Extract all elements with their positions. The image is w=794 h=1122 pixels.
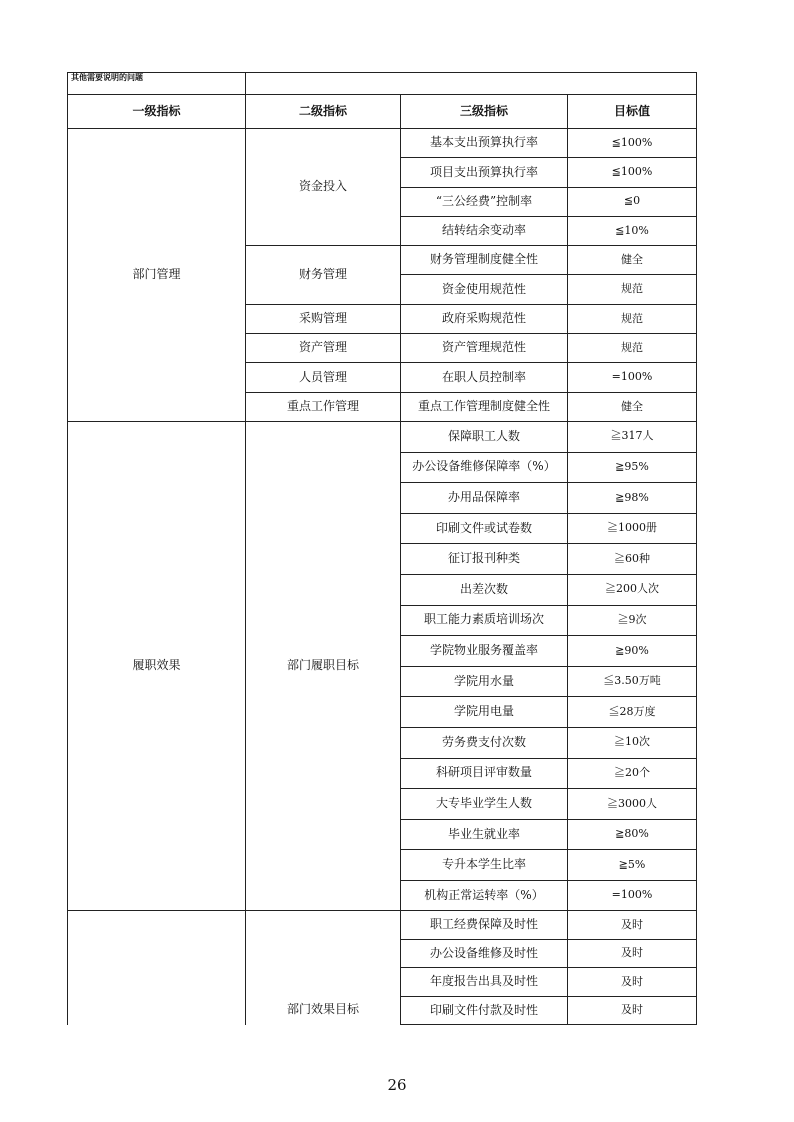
level3-cell: 劳务费支付次数 (401, 727, 568, 758)
level3-cell: 保障职工人数 (401, 421, 568, 452)
target-value-cell: =100% (568, 363, 697, 392)
header-level2: 二级指标 (246, 95, 401, 129)
level3-cell: 办公设备维修保障率（%） (401, 452, 568, 483)
target-value-cell: 规范 (568, 304, 697, 333)
level3-cell: 毕业生就业率 (401, 819, 568, 850)
page-number: 26 (387, 1076, 407, 1094)
target-value-cell: ≧3000人 (568, 789, 697, 820)
target-value-cell: 及时 (568, 996, 697, 1025)
header-level3: 三级指标 (401, 95, 568, 129)
note-value (246, 73, 697, 95)
level1-cell: 履职效果 (68, 421, 246, 911)
target-value-cell: ≧5% (568, 850, 697, 881)
level2-cell: 部门履职目标 (246, 421, 401, 911)
target-value-cell: ≧9次 (568, 605, 697, 636)
note-row (68, 73, 697, 95)
level3-cell: “三公经费”控制率 (401, 187, 568, 216)
level2-cell: 采购管理 (246, 304, 401, 333)
target-value-cell: ≧20个 (568, 758, 697, 789)
note-label: 其他需要说明的问题 (68, 73, 246, 95)
target-value-cell: ≦100% (568, 129, 697, 158)
level2-cell: 财务管理 (246, 246, 401, 305)
level3-cell: 大专毕业学生人数 (401, 789, 568, 820)
target-value-cell: ≧60种 (568, 544, 697, 575)
level2-cell: 资金投入 (246, 129, 401, 246)
header-level1: 一级指标 (68, 95, 246, 129)
target-value-cell: ≦0 (568, 187, 697, 216)
target-value-cell: ≧98% (568, 483, 697, 514)
header-row (68, 95, 697, 129)
level3-cell: 职工能力素质培训场次 (401, 605, 568, 636)
performance-indicator-table (67, 72, 697, 1025)
target-value-cell: 规范 (568, 334, 697, 363)
target-value-cell: ≦28万度 (568, 697, 697, 728)
target-value-cell: ≦10% (568, 216, 697, 245)
target-value-cell: ≧90% (568, 636, 697, 667)
table-row (68, 421, 697, 452)
level3-cell: 财务管理制度健全性 (401, 246, 568, 275)
level3-cell: 印刷文件付款及时性 (401, 996, 568, 1025)
performance-table-sheet (67, 72, 696, 1025)
level1-cell: 部门管理 (68, 129, 246, 422)
level3-cell: 基本支出预算执行率 (401, 129, 568, 158)
target-value-cell: ≧80% (568, 819, 697, 850)
target-value-cell: =100% (568, 880, 697, 911)
target-value-cell: 及时 (568, 939, 697, 968)
level3-cell: 科研项目评审数量 (401, 758, 568, 789)
level3-cell: 政府采购规范性 (401, 304, 568, 333)
level3-cell: 学院用水量 (401, 666, 568, 697)
level3-cell: 机构正常运转率（%） (401, 880, 568, 911)
level3-cell: 办用品保障率 (401, 483, 568, 514)
level2-cell: 资产管理 (246, 334, 401, 363)
level3-cell: 职工经费保障及时性 (401, 911, 568, 940)
target-value-cell: ≧200人次 (568, 574, 697, 605)
level3-cell: 资金使用规范性 (401, 275, 568, 304)
level3-cell: 重点工作管理制度健全性 (401, 392, 568, 421)
target-value-cell: ≦3.50万吨 (568, 666, 697, 697)
level1-cell (68, 911, 246, 1025)
level3-cell: 结转结余变动率 (401, 216, 568, 245)
target-value-cell: 及时 (568, 968, 697, 997)
level3-cell: 项目支出预算执行率 (401, 158, 568, 187)
level3-cell: 出差次数 (401, 574, 568, 605)
level3-cell: 学院用电量 (401, 697, 568, 728)
level3-cell: 印刷文件或试卷数 (401, 513, 568, 544)
level2-cell: 人员管理 (246, 363, 401, 392)
target-value-cell: ≧10次 (568, 727, 697, 758)
level2-cell: 重点工作管理 (246, 392, 401, 421)
level3-cell: 专升本学生比率 (401, 850, 568, 881)
header-target: 目标值 (568, 95, 697, 129)
table-row (68, 129, 697, 158)
level3-cell: 年度报告出具及时性 (401, 968, 568, 997)
level3-cell: 学院物业服务覆盖率 (401, 636, 568, 667)
target-value-cell: 规范 (568, 275, 697, 304)
target-value-cell: ≧1000册 (568, 513, 697, 544)
table-row (68, 911, 697, 940)
level3-cell: 资产管理规范性 (401, 334, 568, 363)
target-value-cell: ≦100% (568, 158, 697, 187)
level3-cell: 征订报刊种类 (401, 544, 568, 575)
level3-cell: 在职人员控制率 (401, 363, 568, 392)
target-value-cell: ≧95% (568, 452, 697, 483)
target-value-cell: 及时 (568, 911, 697, 940)
target-value-cell: ≧317人 (568, 421, 697, 452)
target-value-cell: 健全 (568, 392, 697, 421)
level3-cell: 办公设备维修及时性 (401, 939, 568, 968)
level2-cell: 部门效果目标 (246, 911, 401, 1025)
target-value-cell: 健全 (568, 246, 697, 275)
